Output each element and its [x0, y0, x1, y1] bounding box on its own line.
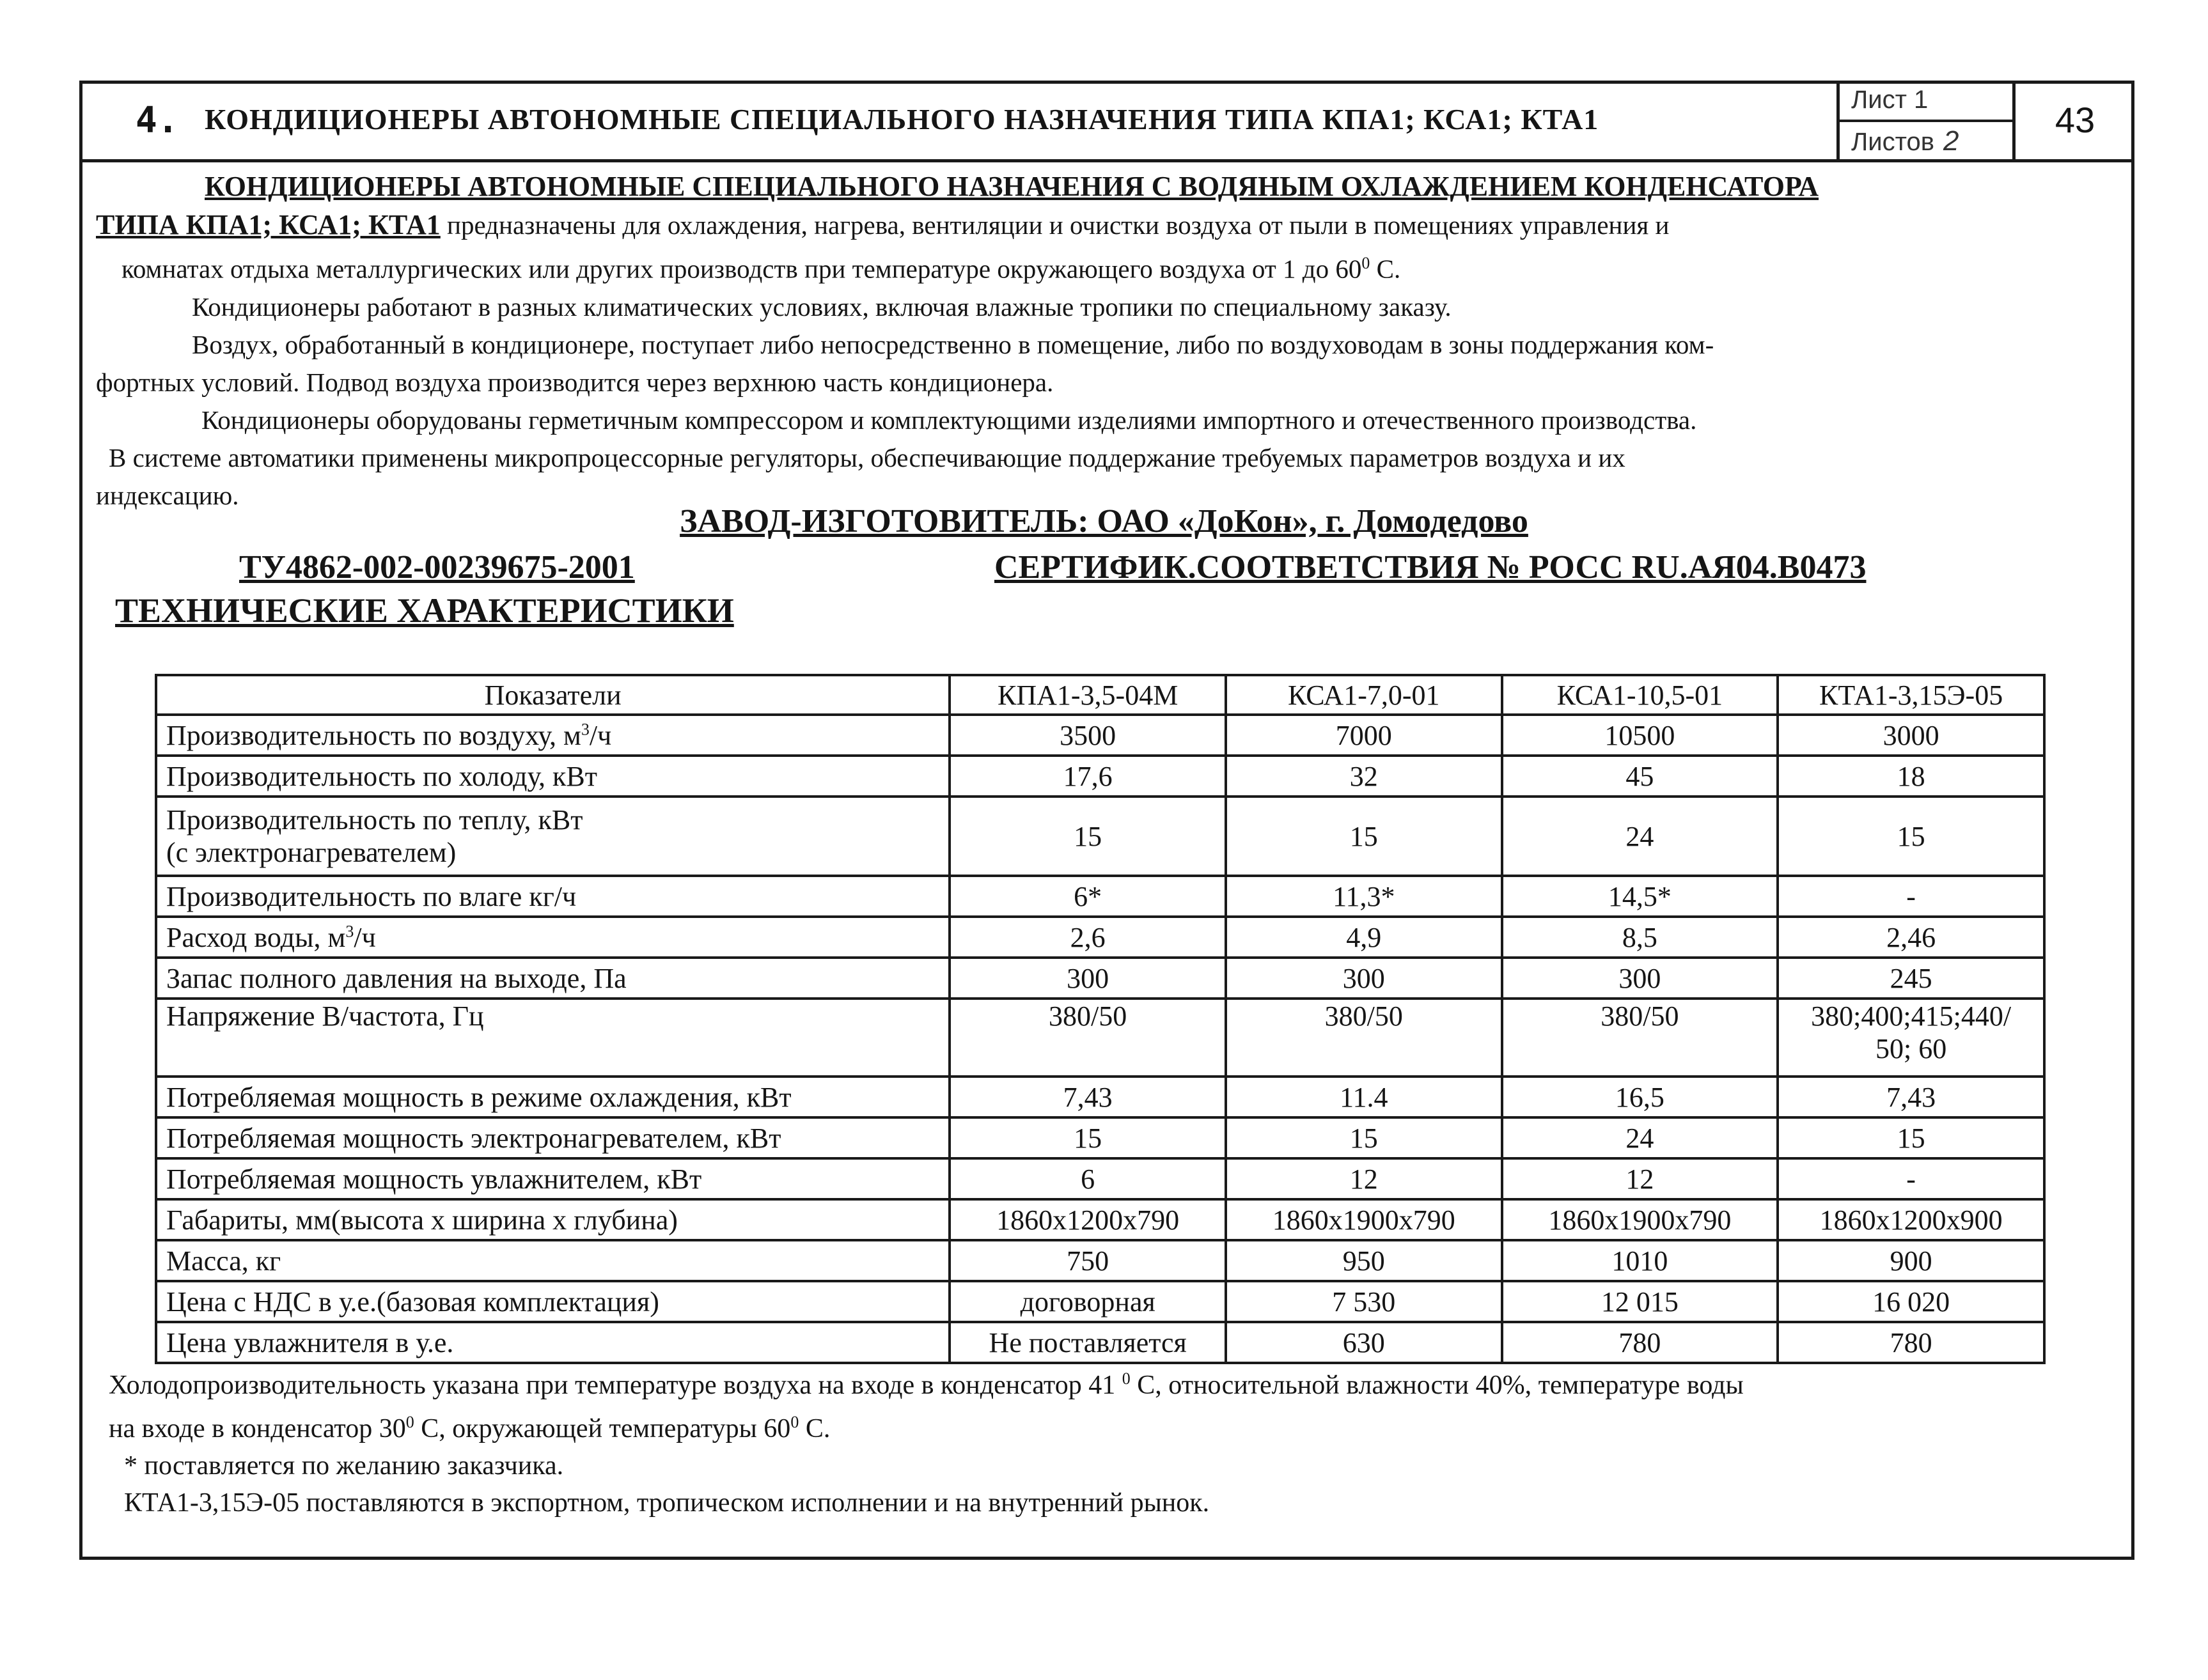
table-cell: 45 — [1502, 756, 1778, 797]
intro-line-2: комнатах отдыха металлургических или других производств при температуре окружающего воздуха от 1 до $60^0$ С. — [121, 254, 1401, 284]
table-row — [156, 797, 2044, 876]
certificate-number: СЕРТИФИК.СООТВЕТСТВИЯ № РОСС RU.АЯ04.В0473 — [994, 549, 1867, 586]
table-cell: 750 — [950, 1240, 1226, 1281]
manufacturer-heading: ЗАВОД-ИЗГОТОВИТЕЛЬ: ОАО «ДоКон», г. Домодедово — [680, 503, 1528, 540]
column-header: Показатели — [156, 675, 950, 715]
table-cell: 8,5 — [1502, 917, 1778, 958]
lead-line-2: ТИПА КПА1; КСА1; КТА1 предназначены для охлаждения, нагрева, вентиляции и очистки воздуха от пыли в помещениях управления и — [96, 209, 1670, 240]
table-cell: 380/50 — [1226, 999, 1502, 1077]
table-row — [156, 715, 2044, 756]
intro-p5b: индексацию. — [96, 480, 239, 510]
table-cell: 15 — [950, 797, 1226, 876]
table-cell: 6* — [950, 876, 1226, 917]
sheets-count: Листов 2 — [1851, 125, 1959, 157]
table-cell: - — [1778, 876, 2044, 917]
page-header — [79, 81, 2134, 162]
intro-p2: Кондиционеры работают в разных климатических условиях, включая влажные тропики по специальному заказу. — [192, 292, 1452, 322]
table-row — [156, 1281, 2044, 1322]
table-cell: 11,3* — [1226, 876, 1502, 917]
row-label: Потребляемая мощность в режиме охлаждения, кВт — [156, 1077, 950, 1117]
table-cell: 300 — [950, 958, 1226, 999]
intro-text — [96, 167, 2123, 515]
table-cell: 950 — [1226, 1240, 1502, 1281]
table-row — [156, 917, 2044, 958]
table-cell: 3000 — [1778, 715, 2044, 756]
table-cell: 12 — [1226, 1158, 1502, 1199]
table-cell: 18 — [1778, 756, 2044, 797]
row-label: Расход воды, $м^3/ч$ — [156, 917, 950, 958]
table-cell: 900 — [1778, 1240, 2044, 1281]
table-cell: 12 015 — [1502, 1281, 1778, 1322]
table-cell: 3500 — [950, 715, 1226, 756]
column-header: КПА1-3,5-04М — [950, 675, 1226, 715]
section-number: 4. — [136, 100, 179, 141]
column-header: КСА1-10,5-01 — [1502, 675, 1778, 715]
table-cell: 15 — [1778, 1117, 2044, 1158]
row-label: Цена увлажнителя в у.е. — [156, 1322, 950, 1363]
note-asterisk: * поставляется по желанию заказчика. — [124, 1451, 564, 1481]
column-header: КТА1-3,15Э-05 — [1778, 675, 2044, 715]
table-row — [156, 1158, 2044, 1199]
table-header-row — [156, 675, 2044, 715]
table-cell: 15 — [1226, 1117, 1502, 1158]
lead-line-1: КОНДИЦИОНЕРЫ АВТОНОМНЫЕ СПЕЦИАЛЬНОГО НАЗНАЧЕНИЯ С ВОДЯНЫМ ОХЛАЖДЕНИЕМ КОНДЕНСАТОРА — [205, 171, 1819, 202]
table-cell: 300 — [1502, 958, 1778, 999]
table-cell: 2,6 — [950, 917, 1226, 958]
table-row — [156, 1117, 2044, 1158]
table-cell: 15 — [950, 1117, 1226, 1158]
row-label: Потребляемая мощность увлажнителем, кВт — [156, 1158, 950, 1199]
column-header: КСА1-7,0-01 — [1226, 675, 1502, 715]
specs-table — [155, 674, 2046, 1364]
table-cell: 780 — [1778, 1322, 2044, 1363]
intro-p3b: фортных условий. Подвод воздуха производится через верхнюю часть кондиционера. — [96, 367, 1054, 397]
table-cell: 630 — [1226, 1322, 1502, 1363]
table-cell: 1860х1200х790 — [950, 1199, 1226, 1240]
sheet-label: Лист 1 — [1840, 81, 2012, 122]
table-cell: 7,43 — [950, 1077, 1226, 1117]
table-row — [156, 876, 2044, 917]
table-row — [156, 1240, 2044, 1281]
table-cell: Не поставляется — [950, 1322, 1226, 1363]
section-title: КОНДИЦИОНЕРЫ АВТОНОМНЫЕ СПЕЦИАЛЬНОГО НАЗНАЧЕНИЯ ТИПА КПА1; КСА1; КТА1 — [205, 103, 1599, 136]
table-row — [156, 958, 2044, 999]
row-label: Производительность по влаге кг/ч — [156, 876, 950, 917]
table-cell: 32 — [1226, 756, 1502, 797]
table-cell: 7,43 — [1778, 1077, 2044, 1117]
table-cell: 7000 — [1226, 715, 1502, 756]
table-cell: 11.4 — [1226, 1077, 1502, 1117]
table-row — [156, 756, 2044, 797]
note-conditions-line-1: Холодопроизводительность указана при температуре воздуха на входе в конденсатор 41 $^0$ С, относительной влажности 40%, температуре воды — [109, 1369, 1744, 1400]
row-label: Потребляемая мощность электронагревателем, кВт — [156, 1117, 950, 1158]
note-export: КТА1-3,15Э-05 поставляются в экспортном, тропическом исполнении и на внутренний рынок. — [124, 1488, 1210, 1518]
table-cell: 1860х1900х790 — [1502, 1199, 1778, 1240]
table-cell: 4,9 — [1226, 917, 1502, 958]
table-row — [156, 1322, 2044, 1363]
table-cell: 24 — [1502, 797, 1778, 876]
table-cell: 380/50 — [950, 999, 1226, 1077]
table-cell: 780 — [1502, 1322, 1778, 1363]
table-cell: 15 — [1226, 797, 1502, 876]
table-cell: 1860х1900х790 — [1226, 1199, 1502, 1240]
table-cell: 245 — [1778, 958, 2044, 999]
table-cell: 17,6 — [950, 756, 1226, 797]
table-cell: 380;400;415;440/ 50; 60 — [1778, 999, 2044, 1077]
row-label: Запас полного давления на выходе, Па — [156, 958, 950, 999]
intro-p3a: Воздух, обработанный в кондиционере, поступает либо непосредственно в помещение, либо по воздуховодам в зоны поддержания ком- — [192, 329, 1714, 359]
row-label: Масса, кг — [156, 1240, 950, 1281]
table-cell: 6 — [950, 1158, 1226, 1199]
row-label: Производительность по теплу, кВт (с электронагревателем) — [156, 797, 950, 876]
table-cell: - — [1778, 1158, 2044, 1199]
table-cell: 15 — [1778, 797, 2044, 876]
table-cell: 10500 — [1502, 715, 1778, 756]
table-cell: 16,5 — [1502, 1077, 1778, 1117]
table-cell: 7 530 — [1226, 1281, 1502, 1322]
table-cell: 300 — [1226, 958, 1502, 999]
table-cell: 2,46 — [1778, 917, 2044, 958]
table-cell: 1860х1200х900 — [1778, 1199, 2044, 1240]
row-label: Производительность по воздуху, $м^3/ч$ — [156, 715, 950, 756]
row-label: Габариты, мм(высота х ширина х глубина) — [156, 1199, 950, 1240]
table-cell: 1010 — [1502, 1240, 1778, 1281]
row-label: Производительность по холоду, кВт — [156, 756, 950, 797]
tech-characteristics-heading: ТЕХНИЧЕСКИЕ ХАРАКТЕРИСТИКИ — [115, 591, 734, 630]
page-number: 43 — [2055, 100, 2095, 140]
table-cell: 380/50 — [1502, 999, 1778, 1077]
intro-p5a: В системе автоматики применены микропроцессорные регуляторы, обеспечивающие поддержание требуемых параметров воздуха и их — [109, 442, 1625, 472]
table-row — [156, 1077, 2044, 1117]
table-cell: 24 — [1502, 1117, 1778, 1158]
table-cell: 12 — [1502, 1158, 1778, 1199]
table-cell: договорная — [950, 1281, 1226, 1322]
sheet-info-box — [1836, 81, 2016, 159]
note-conditions-line-2: на входе в конденсатор $30^0$ С, окружающей температуры $60^0$ С. — [109, 1413, 831, 1443]
table-row — [156, 999, 2044, 1077]
table-row — [156, 1199, 2044, 1240]
footnotes — [109, 1360, 2123, 1521]
row-label: Цена с НДС в у.е.(базовая комплектация) — [156, 1281, 950, 1322]
intro-p4: Кондиционеры оборудованы герметичным компрессором и комплектующими изделиями импортного и отечественного производства. — [201, 405, 1697, 435]
row-label: Напряжение В/частота, Гц — [156, 999, 950, 1077]
table-cell: 16 020 — [1778, 1281, 2044, 1322]
table-cell: 14,5* — [1502, 876, 1778, 917]
tu-code: ТУ4862-002-00239675-2001 — [239, 549, 635, 586]
